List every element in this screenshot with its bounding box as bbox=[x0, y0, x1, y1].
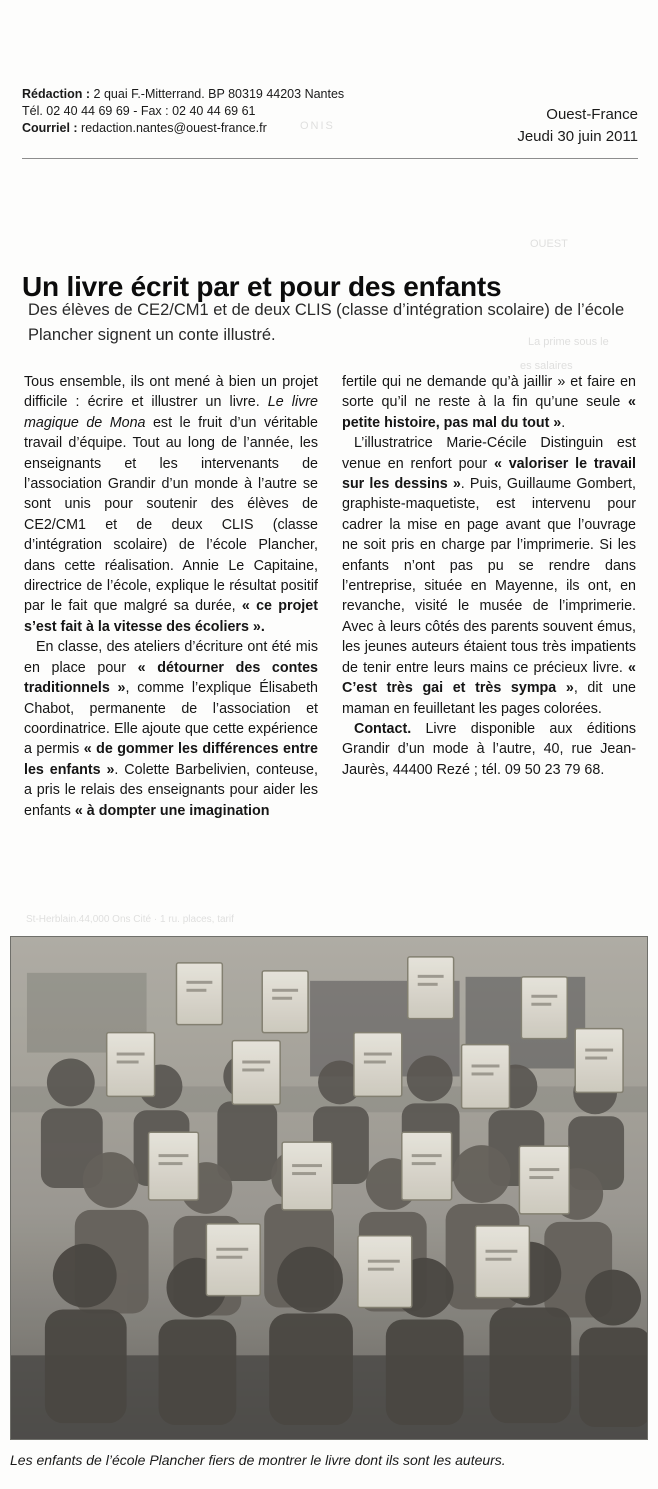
redaction-label: Rédaction : bbox=[22, 87, 91, 101]
photo-caption: Les enfants de l’école Plancher fiers de montrer le livre dont ils sont les auteurs. bbox=[10, 1452, 506, 1468]
article-column-left bbox=[24, 372, 318, 821]
text-run: . bbox=[561, 414, 566, 431]
paragraph bbox=[342, 372, 636, 433]
quote-run: « ce projet s’est fait à la vitesse des écoliers ». bbox=[24, 598, 318, 635]
scan-artifact-3: La prime sous le bbox=[528, 336, 609, 348]
quote-run: « de gommer les différences entre les enfants » bbox=[24, 741, 318, 778]
text-run: fertile qui ne demande qu’à jaillir » et faire en sorte qu’il ne reste à la fin qu’une seule bbox=[342, 374, 636, 411]
masthead-publication-block bbox=[517, 86, 638, 148]
contact-paragraph bbox=[342, 719, 636, 780]
quote-run: « C’est très gai et très sympa » bbox=[342, 659, 636, 697]
quote-run: « à dompter une imagination bbox=[74, 802, 270, 819]
paragraph bbox=[24, 637, 318, 821]
masthead-contact-block bbox=[22, 86, 344, 137]
text-run: . Puis, Guillaume Gombert, graphiste-maquetiste, est intervenu pour cadrer la mise en page avant que l’ouvrage ne soit pris en charge par l’imprimerie. Si les enfants n’ont pas pu se rendre dans l’entreprise, située en Mayenne, ils ont, en revanche, visité le musée de l’imprimerie. Avec à leurs côtés des parents souvent émus, les jeunes auteurs étaient tous très impatients de tenir entre leurs mains ce précieux livre. bbox=[342, 476, 636, 676]
masthead bbox=[22, 86, 638, 148]
masthead-email-line bbox=[22, 120, 344, 137]
quote-run: « détourner des contes traditionnels » bbox=[24, 659, 318, 697]
text-run: . Colette Barbelivien, conteuse, a pris le relais des enseignants pour aider les enfants bbox=[24, 761, 318, 819]
scan-artifact-2: OUEST bbox=[530, 238, 568, 250]
masthead-address-line bbox=[22, 86, 344, 103]
page-title: Un livre écrit par et pour des enfants bbox=[22, 270, 502, 302]
text-run: est le fruit d’un véritable travail d’équipe. Tout au long de l’année, les enseignants et les intervenants de l’association Grandir d’un monde à l’autre se sont unis pour soutenir des élèves de CE2/CM1 et de deux CLIS (classe d’intégration scolaire) de l’école Plancher, dans cette réalisation. Annie Le Capitaine, directrice de l’école, explique le résultat positif par le fait que malgré sa durée, bbox=[24, 414, 319, 615]
scan-artifact-1: ONIS bbox=[300, 120, 335, 132]
redaction-value: 2 quai F.-Mitterrand. BP 80319 44203 Nantes bbox=[93, 87, 345, 101]
text-run: , comme l’explique Élisabeth Chabot, permanente de l’association et coordinatrice. Elle ajoute que cette expérience a permis bbox=[24, 680, 319, 758]
paragraph bbox=[24, 372, 318, 637]
article-photo bbox=[10, 936, 648, 1440]
text-run: L’illustratrice Marie-Cécile Distinguin est venue en renfort pour bbox=[342, 435, 636, 472]
contact-label: Contact. bbox=[354, 720, 412, 737]
article-body bbox=[24, 372, 636, 821]
text-run: Tous ensemble, ils ont mené à bien un projet difficile : écrire et illustrer un livre. bbox=[24, 374, 318, 411]
article-standfirst: Des élèves de CE2/CM1 et de deux CLIS (classe d’intégration scolaire) de l’école Plancher signent un conte illustré. bbox=[28, 301, 625, 344]
quote-run: « petite histoire, pas mal du tout » bbox=[342, 394, 636, 431]
text-run: , dit une maman en feuilletant les pages colorées. bbox=[342, 680, 636, 717]
scan-artifact-5: St-Herblain.44,000 Ons Cité · 1 ru. places, tarif bbox=[26, 914, 234, 925]
article-column-right bbox=[342, 372, 636, 821]
courriel-label: Courriel : bbox=[22, 121, 78, 135]
text-run: En classe, des ateliers d’écriture ont été mis en place pour bbox=[24, 639, 318, 676]
courriel-value: redaction.nantes@ouest-france.fr bbox=[81, 121, 267, 135]
contact-details: Livre disponible aux éditions Grandir d’un mode à l’autre, 40, rue Jean-Jaurès, 44400 Rezé ; tél. 09 50 23 79 68. bbox=[342, 720, 636, 778]
publication-name: Ouest-France bbox=[546, 106, 638, 123]
book-title: Le livre magique de Mona bbox=[24, 394, 318, 431]
masthead-divider bbox=[22, 158, 638, 159]
quote-run: « valoriser le travail sur les dessins » bbox=[342, 455, 636, 493]
paragraph bbox=[342, 433, 636, 719]
publication-date: Jeudi 30 juin 2011 bbox=[517, 128, 638, 145]
scan-artifact-4: es salaires bbox=[520, 360, 573, 372]
masthead-tel-line: Tél. 02 40 44 69 69 - Fax : 02 40 44 69 61 bbox=[22, 104, 256, 118]
